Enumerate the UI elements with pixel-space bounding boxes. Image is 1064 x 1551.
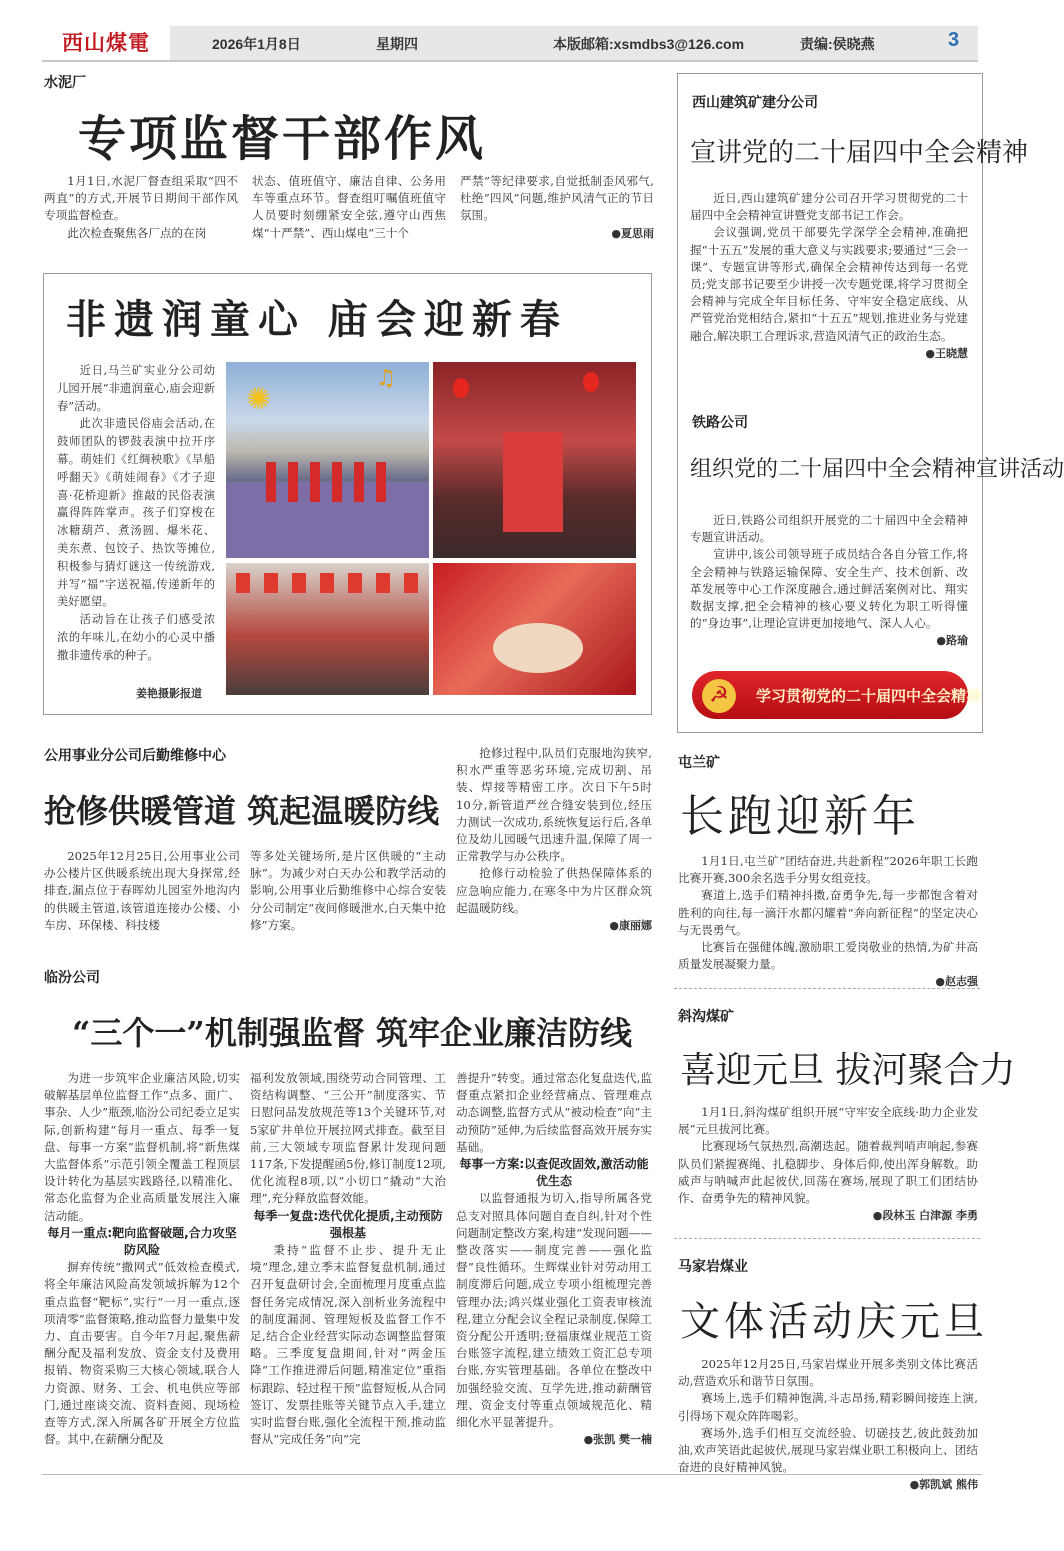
headline: 文体活动庆元旦 — [680, 1299, 988, 1345]
paragraph: 1月1日,屯兰矿“团结奋进,共赴新程”2026年职工长跑比赛开赛,300余名选手分男女组竞技。 — [678, 854, 978, 886]
paragraph: 抢修过程中,队员们克服地沟狭窄,积水严重等恶劣环境,完成切割、吊装、焊接等精密工序。次日下午5时10分,新管道严丝合缝安装到位,经压力测试一次成功,系统恢复运行后,各单位及幼儿园暖气迅速升温,保障了周一正常教学与办公秩序。 — [456, 746, 652, 864]
paragraph: 此次非遗民俗庙会活动,在鼓师团队的锣鼓表演中拉开序幕。萌娃们《红绸秧歌》《旱船呼翻天》《萌娃闹春》《才子迎喜·花桥迎新》推敲的民俗表演赢得阵阵掌声。孩子们穿梭在冰糖葫芦、煮汤圆、爆米花、美东煮、包饺子、热饮等摊位,积极参与猜灯谜这一传统游戏,并写“福”字送祝福,传递新年的美好愿望。 — [57, 417, 215, 609]
section-label: 马家岩煤业 — [678, 1259, 748, 1275]
paragraph: 摒弃传统“撒网式”低效检查模式,将全年廉洁风险高发领域拆解为12个重点监督“靶标”,实行“一月一重点,逐项清零”监督策略,推动监督力量集中发力、直击要害。自今年7月起,聚焦薪酬分配及福利发放、资金支付及费用报销、物资采购三大核心领域,联合人力资源、财务、工会、机电供应等部门,通过座谈交流、资料查阅、现场检查等方式,深入所属各矿开展全方位监督。其中,在薪酬分配及 — [44, 1260, 240, 1447]
paragraph: 2025年12月25日,公用事业公司办公楼片区供暖系统出现大身探常,经排查,漏点位于春晖幼儿园室外地沟内的供暖主管道,该管道连接办公楼、小车房、环保楼、科技楼 — [44, 849, 240, 932]
paragraph: 状态、值班值守、廉洁自律、公务用车等重点环节。督查组叮嘱值班值守人员要时刻绷紧安全弦,遵守山西焦煤“十严禁”、西山煤电“三十个 — [252, 174, 446, 240]
article-body — [44, 1070, 240, 1448]
kids-performance-photo — [226, 362, 429, 558]
paragraph: 宣讲中,该公司领导班子成员结合各自分管工作,将全会精神与铁路运输保障、安全生产、技术创新、改革发展等中心工作深度融合,通过鲜活案例对比、翔实数据支撑,把全会精神的核心要义转化为职工听得懂的“身边事”,让理论宣讲更加接地气、深人人心。 — [690, 547, 968, 631]
firework-icon: ✺ — [246, 382, 272, 417]
paragraph: 2025年12月25日,马家岩煤业开展多类别文体比赛活动,营造欢乐和谐节日氛围。 — [678, 1357, 978, 1389]
paragraph: 此次检查聚焦各厂点的在岗 — [67, 225, 207, 240]
article-body — [690, 190, 968, 362]
article-body — [678, 1356, 978, 1494]
section-label: 公用事业分公司后勤维修中心 — [44, 748, 226, 764]
article-body — [456, 745, 652, 934]
article-body — [678, 1104, 978, 1224]
issue-weekday: 星期四 — [376, 36, 418, 52]
party-emblem-icon: ☭ — [702, 679, 736, 713]
subheading: 每季一复盘:迭代优化提质,主动预防强根基 — [253, 1208, 443, 1240]
headline: 专项监督干部作风 — [78, 111, 487, 167]
subheading: 每事一方案:以查促改固效,激活动能优生态 — [459, 1157, 649, 1189]
page-bottom-rule — [42, 1474, 982, 1475]
section-label: 斜沟煤矿 — [678, 1009, 734, 1025]
page-number: 3 — [948, 29, 960, 51]
paragraph: 为进一步筑牢企业廉洁风险,切实破解基层单位监督工作“点多、面广、事杂、人少”瓶颈,临汾公司纪委立足实际,创新构建“每月一重点、每季一复盘、每事一方案”监督机制,将“新焦煤大监督体系”示范引领全覆盖工程顶层设计转化为基层实践路径,以精准化、常态化监督为企业高质量发展注入廉洁动能。 — [44, 1071, 240, 1223]
music-note-icon: ♫ — [376, 366, 396, 391]
byline: ●夏思雨 — [611, 226, 654, 240]
paragraph: 近日,马兰矿实业分公司幼儿园开展“非遗润童心,庙会迎新春”活动。 — [57, 364, 215, 413]
paragraph: 等多处关键场所,是片区供暖的“主动脉”。为减少对白天办公和教学活动的影响,公用事业后勤维修中心综合安装分公司制定“夜间修暖泄水,白天集中抢修”方案。 — [250, 849, 446, 932]
byline: ●张凯 樊一楠 — [583, 1433, 652, 1447]
paragraph: 近日,西山建筑矿建分公司召开学习贯彻党的二十届四中全会精神宣讲暨党支部书记工作会。 — [690, 191, 968, 223]
paragraph: 秉持“监督不止步、提升无止境”理念,建立季末监督复盘机制,通过召开复盘研讨会,全面梳理月度重点监督任务完成情况,深入剖析业务流程中的制度漏洞、管理短板及监督工作不足,结合企业经营实际动态调整监督策略。三季度复盘期间,针对“两金压降”工作推进滞后问题,精准定位”重指标跟踪、轻过程干预”监督短板,从合同签订、发票挂账等关键节点入手,建立实时监督台账,强化全流程干预,推动监督从“完成任务”向“完 — [250, 1243, 446, 1447]
section-label: 屯兰矿 — [678, 755, 720, 771]
fair-crowd-photo — [226, 563, 429, 695]
section-label: 铁路公司 — [692, 415, 748, 431]
newspaper-logo: 西山煤電 — [42, 26, 170, 60]
byline: ●赵志强 — [935, 975, 978, 989]
byline: ●郭凯斌 熊伟 — [909, 1478, 978, 1492]
subheading: 每月一重点:靶向监督破题,合力攻坚防风险 — [47, 1225, 237, 1258]
byline: ●段林玉 白津源 李勇 — [872, 1209, 978, 1223]
headline: 长跑迎新年 — [680, 791, 920, 842]
article-body — [44, 848, 240, 934]
banner-text: 学习贯彻党的二十届四中全会精神 — [756, 687, 982, 705]
paragraph: 活动旨在让孩子们感受浓浓的年味儿,在幼小的心灵中播撒非遗传承的种子。 — [57, 613, 215, 662]
article-body — [250, 848, 446, 934]
page-editor: 责编:侯晓燕 — [800, 36, 875, 52]
paragraph: 1月1日,水泥厂督查组采取“四不两直”的方式,开展节日期间干部作风专项监督检查。 — [44, 174, 238, 223]
headline: 宣讲党的二十届四中全会精神 — [690, 138, 1029, 168]
section-label: 水泥厂 — [44, 75, 86, 91]
section-label: 西山建筑矿建分公司 — [692, 95, 818, 111]
section-label: 临汾公司 — [44, 970, 100, 986]
byline: ●路瑜 — [936, 634, 968, 648]
byline: ●王晓慧 — [925, 346, 968, 360]
issue-date: 2026年1月8日 — [212, 36, 301, 52]
article-body — [57, 362, 215, 665]
paragraph: 比赛旨在强健体魄,激励职工爱岗敬业的热情,为矿井高质量发展凝聚力量。 — [678, 940, 978, 972]
paragraph: 抢修行动检验了供热保障体系的应急响应能力,在寒冬中为片区群众筑起温暖防线。 — [456, 866, 652, 915]
paragraph: 赛场上,选手们精神饱满,斗志昂扬,精彩瞬间接连上演,引得场下观众阵阵喝彩。 — [678, 1391, 978, 1423]
byline: ●康丽娜 — [609, 919, 652, 933]
lantern-game-photo — [433, 362, 636, 558]
page-email: 本版邮箱:xsmdbs3@126.com — [553, 36, 745, 52]
paragraph: 福利发放领域,围绕劳动合同管理、工资结构调整、“三公开”制度落实、节日慰问品发放规范等13个关键环节,对5家矿井单位开展拉网式排查。截至目前,三大领域专项监督累计发现问题117条,下发提醒函5份,修订制度12项,优化流程8项,以“小切口”撬动“大治理”,充分释放监督效能。 — [250, 1071, 446, 1206]
headline: “三个一”机制强监督 筑牢企业廉洁防线 — [72, 1014, 632, 1052]
paragraph: 严禁”等纪律要求,自觉抵制歪风邪气,杜绝“四风”问题,维护风清气正的节日氛围。 — [460, 174, 654, 223]
paragraph: 近日,铁路公司组织开展党的二十届四中全会精神专题宣讲活动。 — [690, 513, 968, 545]
dumpling-photo — [433, 563, 636, 695]
paragraph: 以监督通报为切入,指导所属各党总支对照具体问题自查自纠,针对个性问题制定整改方案,构建“发现问题——整改落实——制度完善——强化监督”良性循环。生辉煤业针对劳动用工制度滞后问题,成立专项小组梳理完善管理办法;鸿兴煤业强化工资表审核流程,建立分配会议全程记录制度,保障工资分配公开透明;登福康煤业规范工资台账签字流程,建立绩效工资汇总专项台账,夯实管理基础。各单位在整改中加强经验交流、互学先进,推动薪酬管理、资金支付等重点领域规范化、精细化水平显著提升。 — [456, 1191, 652, 1430]
party-study-banner — [692, 671, 982, 719]
article-body — [456, 1070, 652, 1448]
paragraph: 赛道上,选手们精神抖擞,奋勇争先,每一步都饱含着对胜利的向往,每一滴汗水都闪耀着“奔向新征程”的坚定决心与无畏勇气。 — [678, 888, 978, 937]
article-body — [44, 173, 654, 242]
paragraph: 比赛现场气氛热烈,高潮迭起。随着裁判哨声响起,参赛队员们紧握赛绳、扎稳脚步、身体后仰,使出浑身解数。助威声与呐喊声此起彼伏,回荡在赛场,展现了职工们团结协作、奋勇争先的精神风貌。 — [678, 1139, 978, 1206]
paragraph: 赛场外,选手们相互交流经验、切磋技艺,彼此鼓劲加油,欢声笑语此起彼伏,展现马家岩煤业职工积极向上、团结奋进的良好精神风貌。 — [678, 1425, 978, 1475]
headline: 喜迎元旦 拔河聚合力 — [680, 1050, 1016, 1091]
paragraph: 会议强调,党员干部要先学深学全会精神,准确把握“十五五”发展的重大意义与实践要求;要通过“三会一课”、专题宣讲等形式,确保全会精神传达到每一名党员;党支部书记要至少讲授一次专题党课,将学习贯彻全会精神与完成全年目标任务、守牢安全稳定底线、从严管党治党相结合,紧扣“十五五”规划,推进业务与党建融合,解决职工合理诉求,营造风清气正的政治生态。 — [690, 225, 968, 343]
headline: 抢修供暖管道 筑起温暖防线 — [44, 792, 440, 830]
paragraph: 善提升”转变。通过常态化复盘迭代,监督重点紧扣企业经营痛点、管理难点动态调整,监督方式从“被动检查”向“主动预防”延伸,为后续监督高效开展夯实基础。 — [456, 1071, 652, 1154]
photo-credit: 姜艳摄影报道 — [136, 687, 202, 700]
article-body — [690, 512, 968, 650]
article-body — [678, 853, 978, 991]
headline: 组织党的二十届四中全会精神宣讲活动 — [690, 457, 1064, 482]
paragraph: 1月1日,斜沟煤矿组织开展“守牢安全底线·助力企业发展”元旦拔河比赛。 — [678, 1105, 978, 1137]
headline: 非遗润童心 庙会迎新春 — [66, 296, 568, 343]
article-body — [250, 1070, 446, 1448]
